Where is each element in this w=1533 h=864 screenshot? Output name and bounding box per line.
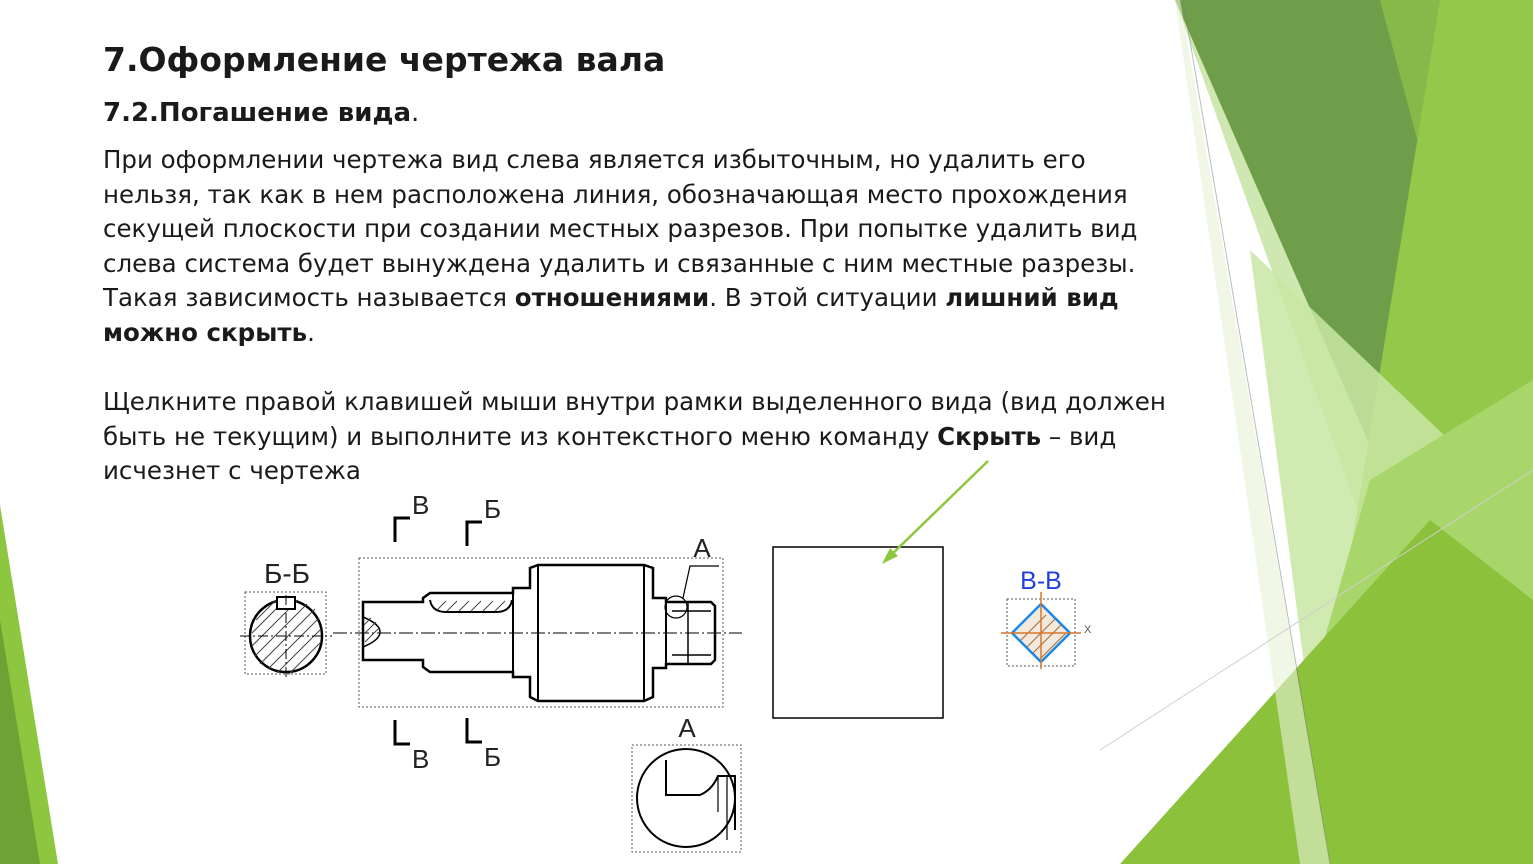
section-bb-label: Б-Б bbox=[263, 558, 311, 589]
paragraph-relations bbox=[103, 143, 1137, 351]
para1-can-hide: можно скрыть bbox=[103, 317, 308, 347]
para2-line2-c: – вид bbox=[1041, 421, 1117, 451]
para2-line2-a: быть не текущим) и выполните из контекстного меню команду bbox=[103, 421, 938, 451]
subtitle-period: . bbox=[411, 98, 420, 128]
subtitle-text: 7.2.Погашение вида bbox=[103, 98, 412, 128]
cut-markers-top bbox=[395, 490, 501, 546]
axis-x-label: X bbox=[1084, 624, 1092, 636]
para1-line6 bbox=[103, 316, 1137, 351]
para1-extra-view: лишний вид bbox=[945, 283, 1119, 313]
para1-line4: слева система будет вынуждена удалить и связанные с ним местные разрезы. bbox=[103, 248, 1136, 278]
section-vv-view[interactable] bbox=[1001, 567, 1092, 669]
para1-line5-c: . В этой ситуации bbox=[709, 283, 946, 313]
detail-a-view[interactable] bbox=[632, 713, 741, 852]
slide-subtitle bbox=[103, 98, 419, 128]
para2-line3: исчезнет с чертежа bbox=[103, 456, 361, 486]
detail-a-label: А bbox=[678, 713, 696, 743]
para2-command-hide: Скрыть bbox=[937, 421, 1042, 451]
para1-line6-b: . bbox=[307, 317, 315, 347]
cut-b-bottom-label: Б bbox=[484, 742, 502, 772]
para2-line2 bbox=[103, 420, 1166, 455]
section-bb-view[interactable] bbox=[240, 558, 332, 678]
left-view-frame[interactable] bbox=[773, 547, 943, 718]
cut-v-top-label: В bbox=[412, 490, 430, 520]
para1-line3: секущей плоскости при создании местных разрезов. При попытке удалить вид bbox=[103, 214, 1138, 244]
cut-markers-bottom bbox=[395, 718, 501, 774]
cut-b-top-label: Б bbox=[484, 494, 502, 524]
paragraph-instructions bbox=[103, 385, 1166, 489]
para1-line2: нельзя, так как в нем расположена линия, обозначающая место прохождения bbox=[103, 179, 1128, 209]
para1-line5 bbox=[103, 281, 1137, 316]
shaft-main-view[interactable] bbox=[333, 533, 742, 707]
para1-line5-a: Такая зависимость называется bbox=[103, 283, 515, 313]
para1-term-relations: отношениями bbox=[514, 283, 710, 313]
slide-title: 7.Оформление чертежа вала bbox=[103, 40, 666, 79]
para1-line1: При оформлении чертежа вид слева является избыточным, но удалить его bbox=[103, 145, 1086, 174]
para2-line1: Щелкните правой клавишей мыши внутри рамки выделенного вида (вид должен bbox=[103, 387, 1166, 416]
detail-a-marker-label: А bbox=[693, 533, 711, 563]
section-vv-label: В-В bbox=[1020, 567, 1062, 595]
cut-v-bottom-label: В bbox=[412, 744, 430, 774]
